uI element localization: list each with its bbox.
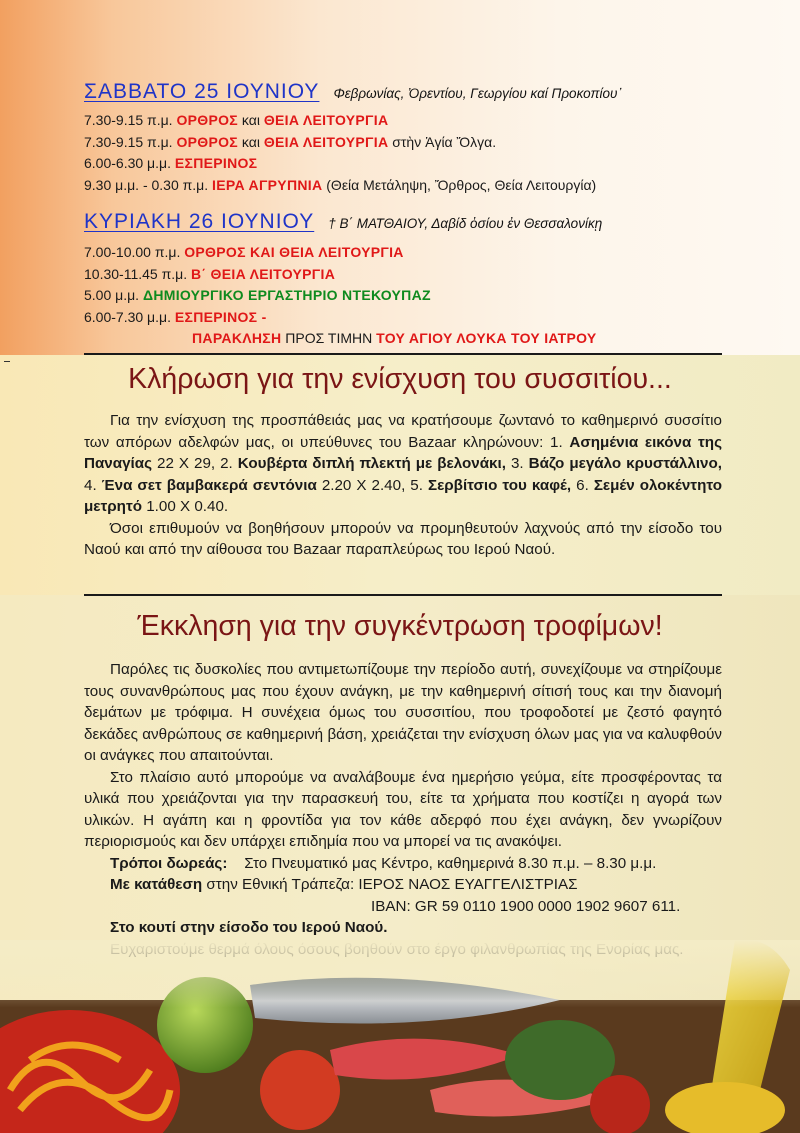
lottery-paragraph — [84, 410, 722, 518]
lottery-heading: Κλήρωση για την ενίσχυση του συσσιτίου... — [128, 363, 672, 395]
service-name: ΕΣΠΕΡΙΝΟΣ - — [174, 308, 267, 325]
service-name: ΕΣΠΕΡΙΝΟΣ — [174, 155, 258, 171]
service-time: 6.00-6.30 μ.μ. — [84, 155, 175, 171]
service-location: στὴν Ἁγία Ὄλγα. — [388, 133, 497, 150]
text-run: 22 Χ 29, 2. — [152, 455, 238, 472]
bank-deposit — [84, 874, 722, 896]
text-run: 2.20 Χ 2.40, 5. — [316, 476, 428, 494]
service-name: ΘΕΙΑ ΛΕΙΤΟΥΡΓΙΑ — [263, 133, 389, 150]
service-time: 7.30-9.15 π.μ. — [84, 133, 177, 150]
text-run: Για την ενίσχυση της προσπάθειάς μας να κρατήσουμε ζωντανό το καθημερινό συσσίτιο των απόρων αδελφών μας, οι υπεύθυνες του Bazaar κληρώνουν: 1. — [84, 412, 722, 451]
sunday-header — [84, 210, 744, 234]
schedule-line — [84, 264, 744, 286]
connector-text: και — [238, 133, 264, 150]
service-time: 7.00-10.00 π.μ. — [84, 244, 185, 260]
service-name: ΟΡΘΡΟΣ ΚΑΙ ΘΕΙΑ ΛΕΙΤΟΥΡΓΙΑ — [184, 244, 404, 260]
iban-line: IBAN: GR 59 0110 1900 0000 1902 9607 611. — [371, 897, 681, 915]
text-run: 4. — [84, 476, 102, 494]
appeal-heading: Έκκληση για την συγκέντρωση τροφίμων! — [137, 610, 663, 642]
donation-ways-label: Τρόποι δωρεάς: — [110, 854, 228, 872]
service-name: ΟΡΘΡΟΣ — [176, 112, 238, 128]
donation-ways-text: Στο Πνευματικό μας Κέντρο, καθημερινά 8.30 π.μ. – 8.30 μ.μ. — [244, 854, 657, 872]
service-name: ΘΕΙΑ ΛΕΙΤΟΥΡΓΙΑ — [263, 112, 389, 128]
schedule-line — [84, 175, 744, 197]
saturday-saints: Φεβρωνίας, Ὀρεντίου, Γεωργίου καί Προκοπίου᾿ — [333, 86, 622, 101]
sunday-saints: † Β΄ ΜΑΤΘΑΙΟΥ, Δαβίδ ὁσίου ἐν Θεσσαλονίκῃ — [328, 216, 603, 231]
service-time: 5.00 μ.μ. — [84, 287, 143, 303]
appeal-paragraph: Παρόλες τις δυσκολίες που αντιμετωπίζουμε την περίοδο αυτή, συνεχίζουμε να στηρίζουμε τους συνανθρώπους μας που έχουν ανάγκη, με την καθημερινή σίτισή τους και την διανομή δεμάτων με τρόφιμα. Η συνέχεια όμως του συσσιτίου, που τροφοδοτεί με ζεστό φαγητό δεκάδες ανθρώπους σε καθημερινή βάση, χρειάζεται την ενίσχυση όλων μας για να καλυφθούν οι ανάγκες που απαιτούνται. — [84, 661, 722, 764]
service-time: 6.00-7.30 μ.μ. — [84, 308, 175, 325]
saturday-schedule — [84, 80, 744, 196]
prize-item: Βάζο μεγάλο κρυστάλλινο, — [528, 455, 722, 472]
service-time: 10.30-11.45 π.μ. — [84, 265, 191, 282]
lottery-paragraph: Όσοι επιθυμούν να βοηθήσουν μπορούν να προμηθευτούν λαχνούς από την είσοδο του Ναού και από την αίθουσα του Bazaar παραπλεύρως του Ιερού Ναού. — [84, 519, 722, 558]
service-note: (Θεία Μετάληψη, Ὄρθρος, Θεία Λειτουργία) — [322, 176, 597, 193]
service-time: 7.30-9.15 π.μ. — [84, 112, 177, 128]
service-name: ΙΕΡΑ ΑΓΡΥΠΝΙΑ — [212, 176, 323, 193]
appeal-text — [84, 659, 722, 960]
schedule-line — [84, 328, 744, 350]
prize-item: Κουβέρτα διπλή πλεκτή με βελονάκι, — [237, 455, 506, 472]
prize-item: Ένα σετ βαμβακερά σεντόνια — [101, 476, 317, 494]
sunday-title: ΚΥΡΙΑΚΗ 26 ΙΟΥΝΙΟΥ — [84, 210, 315, 233]
prize-item: Σερβίτσιο του καφέ, — [427, 476, 572, 494]
schedule-line — [84, 307, 744, 329]
schedule-line — [84, 132, 744, 154]
margin-mark — [4, 361, 10, 362]
service-name: ΟΡΘΡΟΣ — [176, 133, 238, 150]
lottery-text — [84, 410, 722, 561]
food-illustration — [0, 940, 800, 1133]
deposit-label: Με κατάθεση — [110, 876, 203, 893]
connector-text: και — [238, 112, 264, 128]
donation-ways — [84, 853, 722, 875]
saturday-header — [84, 80, 744, 104]
service-name: Β΄ ΘΕΙΑ ΛΕΙΤΟΥΡΓΙΑ — [190, 265, 336, 282]
fade-overlay — [0, 940, 800, 1133]
donation-box: Στο κουτί στην είσοδο του Ιερού Ναού. — [110, 919, 388, 936]
service-name: ΠΑΡΑΚΛΗΣΗ — [192, 330, 282, 346]
text-run: 3. — [505, 455, 529, 472]
appeal-paragraph: Στο πλαίσιο αυτό μπορούμε να αναλάβουμε ένα ημερήσιο γεύμα, είτε προσφέροντας τα υλικά που χρειάζονται για την παρασκευή του, είτε τα χρήματα που κοστίζει η αγορά των υλικών. Η αγάπη και η φροντίδα για τον κάθε αδερφό που έχει ανάγκη, δεν γνωρίζουν περιορισμούς και δεν υπάρχει επιδημία που να μπορεί να τις ανακόψει. — [84, 768, 722, 850]
schedule-line — [84, 110, 744, 132]
text-run: 1.00 Χ 0.40. — [142, 498, 229, 515]
schedule-line — [84, 285, 744, 307]
text-run: 6. — [571, 476, 594, 494]
connector-text: ΠΡΟΣ ΤΙΜΗΝ — [281, 330, 377, 346]
prize-item: Σεμέν ολοκέντητο μετρητό — [84, 476, 722, 515]
schedule-line — [84, 153, 744, 175]
workshop-name: ΔΗΜΙΟΥΡΓΙΚΟ ΕΡΓΑΣΤΗΡΙΟ ΝΤΕΚΟΥΠΑΖ — [142, 287, 431, 303]
schedule-line — [84, 242, 744, 264]
service-name: ΤΟΥ ΑΓΙΟΥ ΛΟΥΚΑ ΤΟΥ ΙΑΤΡΟΥ — [376, 330, 597, 346]
prize-item: Ασημένια εικόνα της Παναγίας — [84, 433, 722, 472]
section-divider — [84, 594, 722, 596]
section-divider — [84, 353, 722, 355]
service-time: 9.30 μ.μ. - 0.30 π.μ. — [84, 176, 213, 193]
saturday-title: ΣΑΒΒΑΤΟ 25 ΙΟΥΝΙΟΥ — [84, 80, 320, 103]
deposit-text: στην Εθνική Τράπεζα: ΙΕΡΟΣ ΝΑΟΣ ΕΥΑΓΓΕΛΙΣΤΡΙΑΣ — [202, 876, 578, 893]
sunday-schedule — [84, 210, 744, 350]
